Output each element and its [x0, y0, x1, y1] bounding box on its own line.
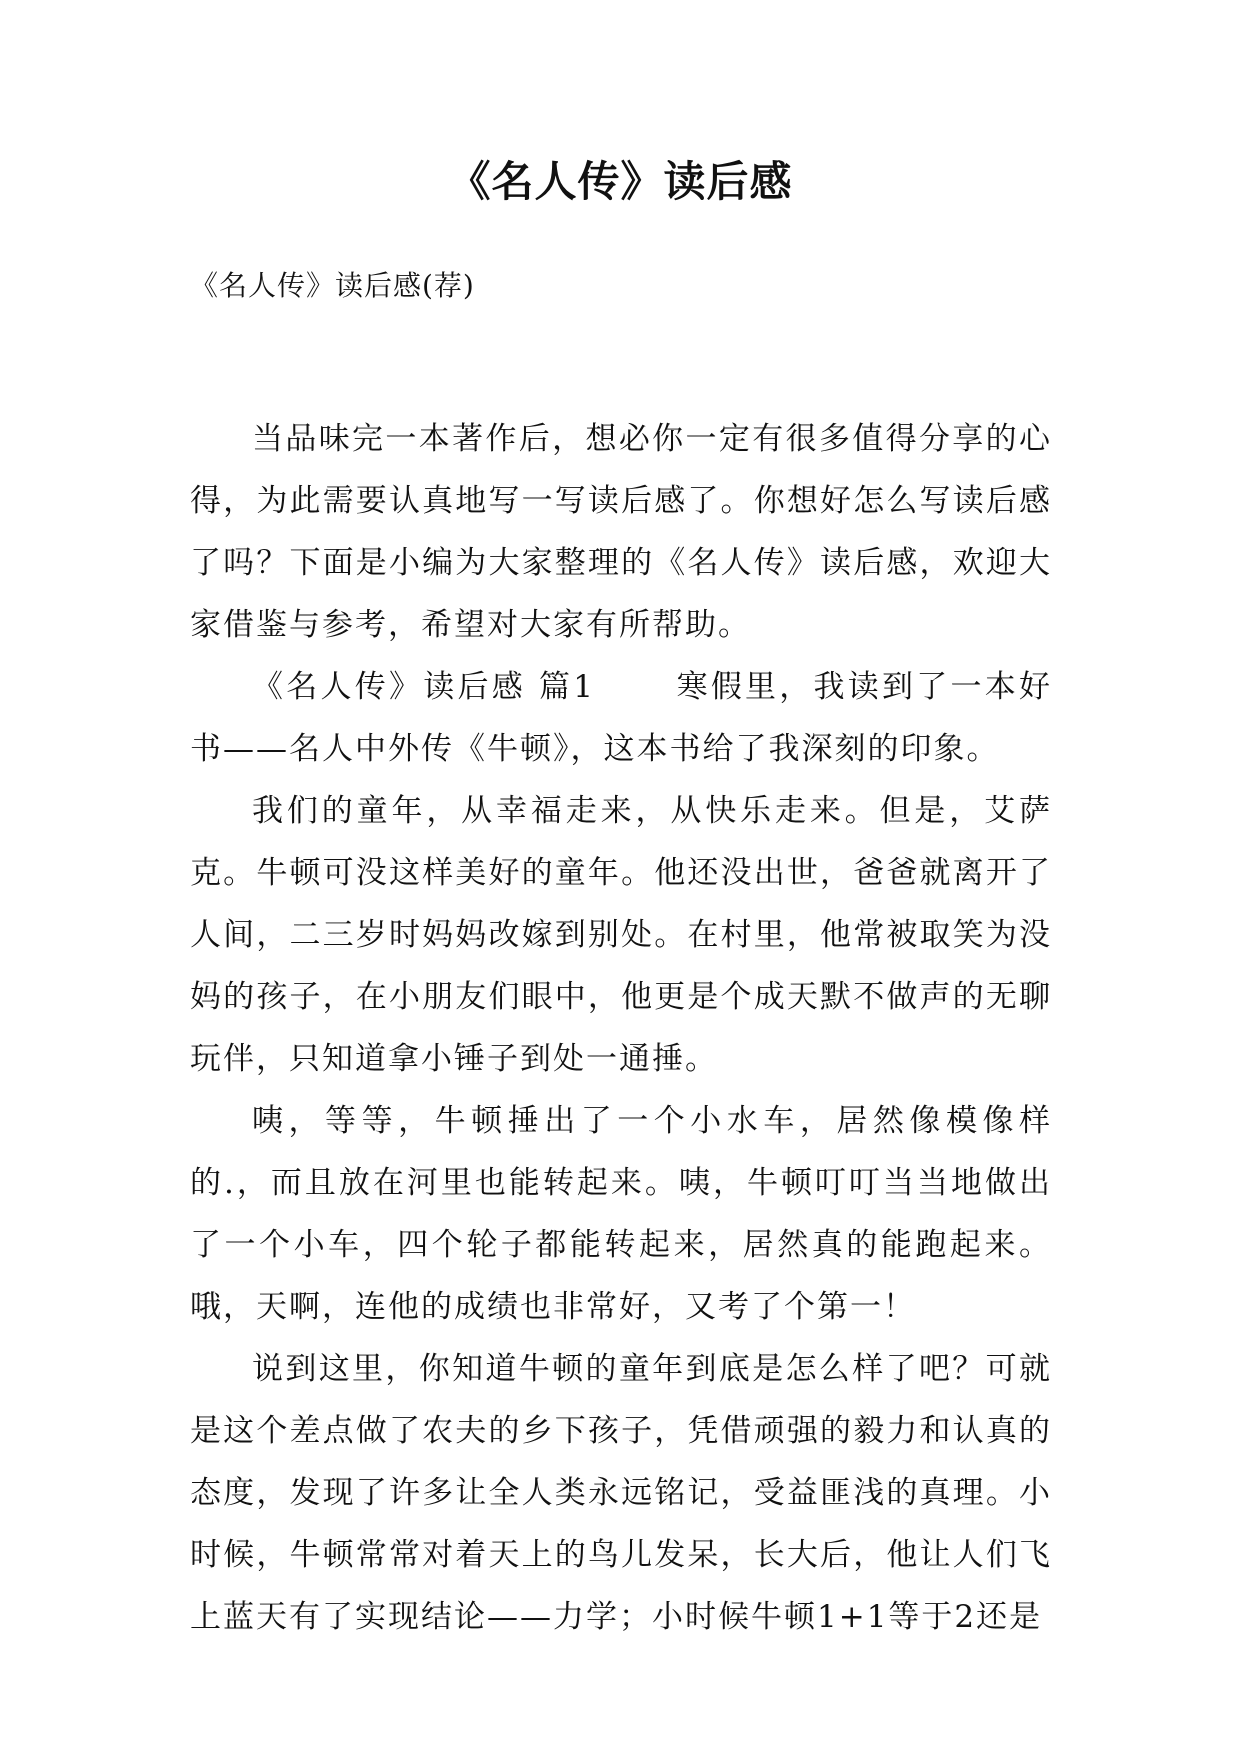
paragraph-essay-heading: 《名人传》读后感 篇1 寒假里，我读到了一本好书——名人中外传《牛顿》，这本书给了我深刻的印象。 — [190, 669, 1052, 767]
paragraph-childhood: 我们的童年，从幸福走来，从快乐走来。但是，艾萨克。牛顿可没这样美好的童年。他还没出世，爸爸就离开了人间，二三岁时妈妈改嫁到别处。在村里，他常被取笑为没妈的孩子，在小朋友们眼中，他更是个成天默不做声的无聊玩伴，只知道拿小锤子到处一通捶。 — [190, 793, 1052, 1077]
document-subtitle: 《名人传》读后感(荐) — [190, 269, 475, 302]
document-body — [190, 408, 1052, 1648]
paragraph-inventions: 咦，等等，牛顿捶出了一个小水车，居然像模像样的.，而且放在河里也能转起来。咦，牛顿叮叮当当地做出了一个小车，四个轮子都能转起来，居然真的能跑起来。哦，天啊，连他的成绩也非常好，又考了个第一！ — [190, 1103, 1052, 1325]
document-title: 《名人传》读后感 — [448, 157, 793, 206]
paragraph-intro: 当品味完一本著作后，想必你一定有很多值得分享的心得，为此需要认真地写一写读后感了。你想好怎么写读后感了吗？下面是小编为大家整理的《名人传》读后感，欢迎大家借鉴与参考，希望对大家有所帮助。 — [190, 421, 1052, 643]
paragraph-discoveries: 说到这里，你知道牛顿的童年到底是怎么样了吧？可就是这个差点做了农夫的乡下孩子，凭借顽强的毅力和认真的态度，发现了许多让全人类永远铭记，受益匪浅的真理。小时候，牛顿常常对着天上的鸟儿发呆，长大后，他让人们飞上蓝天有了实现结论——力学；小时候牛顿1+1等于2还是 — [190, 1351, 1052, 1635]
